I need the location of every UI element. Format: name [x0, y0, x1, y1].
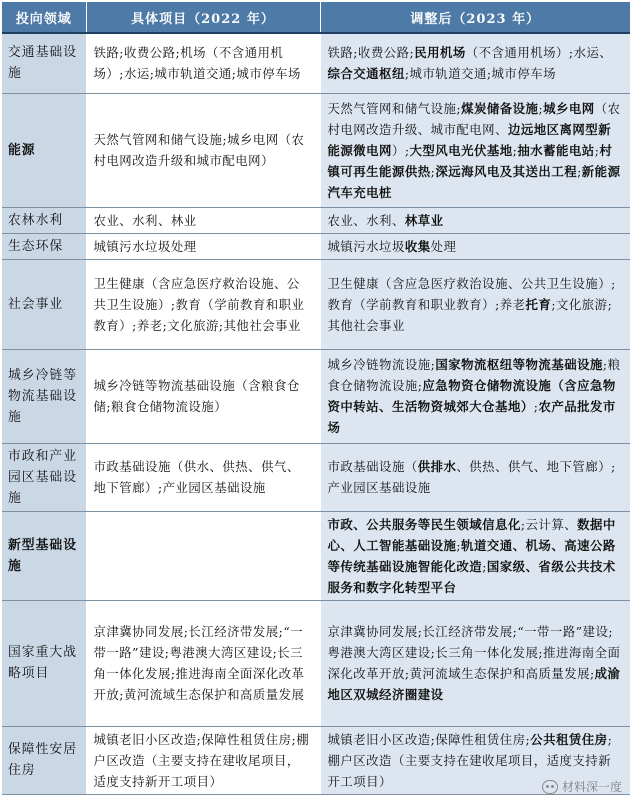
item-text: ;棚户区改造（主要支持在建收尾项目，适度支持新开工项目）	[327, 731, 613, 789]
field-cell: 能源	[2, 93, 86, 207]
new-item-highlight: 供排水	[417, 459, 457, 474]
project-2022-cell: 城镇老旧小区改造;保障性租赁住房;棚户区改造（主要支持在建收尾项目，适度支持新开工项目）	[86, 726, 320, 794]
table-row	[2, 443, 630, 511]
new-item-highlight: 公共租赁住房	[530, 731, 608, 747]
field-cell: 国家重大战略项目	[2, 600, 86, 726]
table-row	[2, 511, 630, 600]
new-item-highlight: 边远地区离网型新能源微电网	[327, 121, 612, 158]
project-2022-cell: 卫生健康（含应急医疗救治设施、公共卫生设施）;教育（学前教育和职业教育）;养老;文化旅游;其他社会事业	[86, 259, 320, 349]
table-row	[2, 93, 630, 207]
table-header-row	[2, 2, 630, 33]
new-item-highlight: 大型风电光伏基地	[409, 142, 513, 158]
field-cell: 交通基础设施	[2, 33, 86, 93]
wechat-icon	[542, 780, 558, 794]
new-item-highlight: 综合交通枢纽	[327, 66, 405, 82]
project-2023-cell	[320, 259, 630, 349]
new-item-highlight: 国家物流枢纽等物流基础设施	[435, 357, 603, 372]
field-cell: 生态环保	[2, 233, 86, 259]
field-cell: 社会事业	[2, 259, 86, 349]
new-item-highlight: 村镇可再生能源供热	[327, 142, 613, 179]
new-item-highlight: 轨道交通、机场、高速公路等传统基础设施智能化改造	[327, 537, 616, 574]
new-item-highlight: 煤炭储备设施	[461, 100, 539, 116]
header-2022: 具体项目（2022 年）	[86, 2, 320, 33]
new-item-highlight: 新能源汽车充电桩	[327, 163, 621, 200]
project-2023-cell	[320, 600, 630, 726]
project-2022-cell: 天然气管网和储气设施;城乡电网（农村电网改造升级和城市配电网）	[86, 93, 320, 207]
item-text: 城镇污水垃圾	[327, 238, 405, 254]
item-text: ;	[430, 163, 436, 179]
item-text: ;	[594, 142, 600, 158]
item-text: （不含通用机场）;水运、	[465, 45, 613, 61]
table-row	[2, 600, 630, 726]
table-row	[2, 726, 630, 794]
investment-field-table	[2, 2, 630, 795]
project-2022-cell: 铁路;收费公路;机场（不含通用机场）;水运;城市轨道交通;城市停车场	[86, 33, 320, 93]
item-text: ;	[456, 537, 462, 553]
new-item-highlight: 国家级、省级公共技术服务和数字化转型平台	[327, 558, 616, 595]
item-text: ;	[482, 558, 487, 574]
header-2023: 调整后（2023 年）	[320, 2, 630, 33]
new-item-highlight: 农产品批发市场	[327, 399, 616, 435]
item-text: ;	[512, 142, 518, 158]
new-item-highlight: 数据中心、人工智能基础设施	[327, 516, 616, 553]
table-row	[2, 33, 630, 93]
item-text: ;	[538, 100, 544, 116]
watermark	[542, 778, 622, 795]
project-2023-cell	[320, 93, 630, 207]
new-item-highlight: 市政、公共服务等民生领域信息化	[327, 516, 521, 532]
project-2023-cell	[320, 207, 630, 233]
project-2022-cell: 京津冀协同发展;长江经济带发展;“一带一路”建设;粤港澳大湾区建设;长三角一体化发展;推进海南全面深化改革开放;黄河流域生态保护和高质量发展	[86, 600, 320, 726]
new-item-highlight: 深远海风电及其送出工程	[435, 163, 578, 179]
item-text: 市政基础设施（	[327, 459, 418, 474]
item-text: ;粮食仓储物流设施;	[327, 357, 621, 393]
table-row	[2, 349, 630, 443]
table-row	[2, 207, 630, 233]
item-text: 京津冀协同发展;长江经济带发展;“一带一路”建设;粤港澳大湾区建设;长三角一体化发展;推进海南全面深化改革开放;黄河流域生态保护和高质量发展;	[327, 624, 621, 681]
header-field: 投向领域	[2, 2, 86, 33]
field-cell: 保障性安居住房	[2, 726, 86, 794]
field-cell: 农林水利	[2, 207, 86, 233]
project-2022-cell: 市政基础设施（供水、供热、供气、地下管廊）;产业园区基础设施	[86, 443, 320, 511]
watermark-text: 材料深一度	[561, 780, 622, 794]
item-text: 农业、水利、	[327, 212, 405, 228]
field-cell: 城乡冷链等物流基础设施	[2, 349, 86, 443]
new-item-highlight: 城乡电网	[543, 100, 595, 116]
item-text: （农村电网改造升级、城市配电网、	[327, 100, 621, 137]
item-text: 卫生健康（含应急医疗救治设施、公共卫生设施）;教育（学前教育和职业教育）;养老	[327, 275, 616, 312]
field-cell: 市政和产业园区基础设施	[2, 443, 86, 511]
item-text: ;文化旅游;其他社会事业	[327, 296, 613, 333]
item-text: ）;	[391, 142, 410, 158]
new-item-highlight: 抽水蓄能电站	[517, 142, 595, 158]
new-item-highlight: 托育	[525, 296, 552, 312]
project-2023-cell	[320, 443, 630, 511]
table-row	[2, 233, 630, 259]
project-2023-cell	[320, 233, 630, 259]
project-2023-cell	[320, 33, 630, 93]
item-text: ;	[577, 163, 582, 179]
item-text: 处理	[430, 238, 457, 254]
project-2022-cell	[86, 511, 320, 600]
project-2022-cell: 城乡冷链等物流基础设施（含粮食仓储;粮食仓储物流设施）	[86, 349, 320, 443]
table-row	[2, 259, 630, 349]
field-cell: 新型基础设施	[2, 511, 86, 600]
new-item-highlight: 收集	[404, 238, 431, 254]
project-2022-cell: 城镇污水垃圾处理	[86, 233, 320, 259]
new-item-highlight: 民用机场	[414, 45, 466, 61]
new-item-highlight: 林草业	[404, 212, 444, 228]
item-text: ;	[533, 399, 539, 414]
project-2023-cell	[320, 349, 630, 443]
item-text: 、供热、供气、地下管廊）;产业园区基础设施	[327, 459, 616, 495]
project-2022-cell: 农业、水利、林业	[86, 207, 320, 233]
item-text: 天然气管网和储气设施;	[327, 100, 462, 116]
item-text: 城镇老旧小区改造;保障性租赁住房;	[327, 731, 531, 747]
new-item-highlight: 成渝地区双城经济圈建设	[327, 666, 621, 702]
item-text: ;云计算、	[520, 516, 578, 532]
item-text: 城乡冷链物流设施;	[327, 357, 436, 372]
item-text: ;城市轨道交通;城市停车场	[404, 66, 556, 82]
item-text: 铁路;收费公路;	[327, 45, 415, 61]
project-2023-cell	[320, 511, 630, 600]
new-item-highlight: 应急物资仓储物流设施（含应急物资中转站、生活物资城郊大仓基地）	[327, 378, 616, 414]
